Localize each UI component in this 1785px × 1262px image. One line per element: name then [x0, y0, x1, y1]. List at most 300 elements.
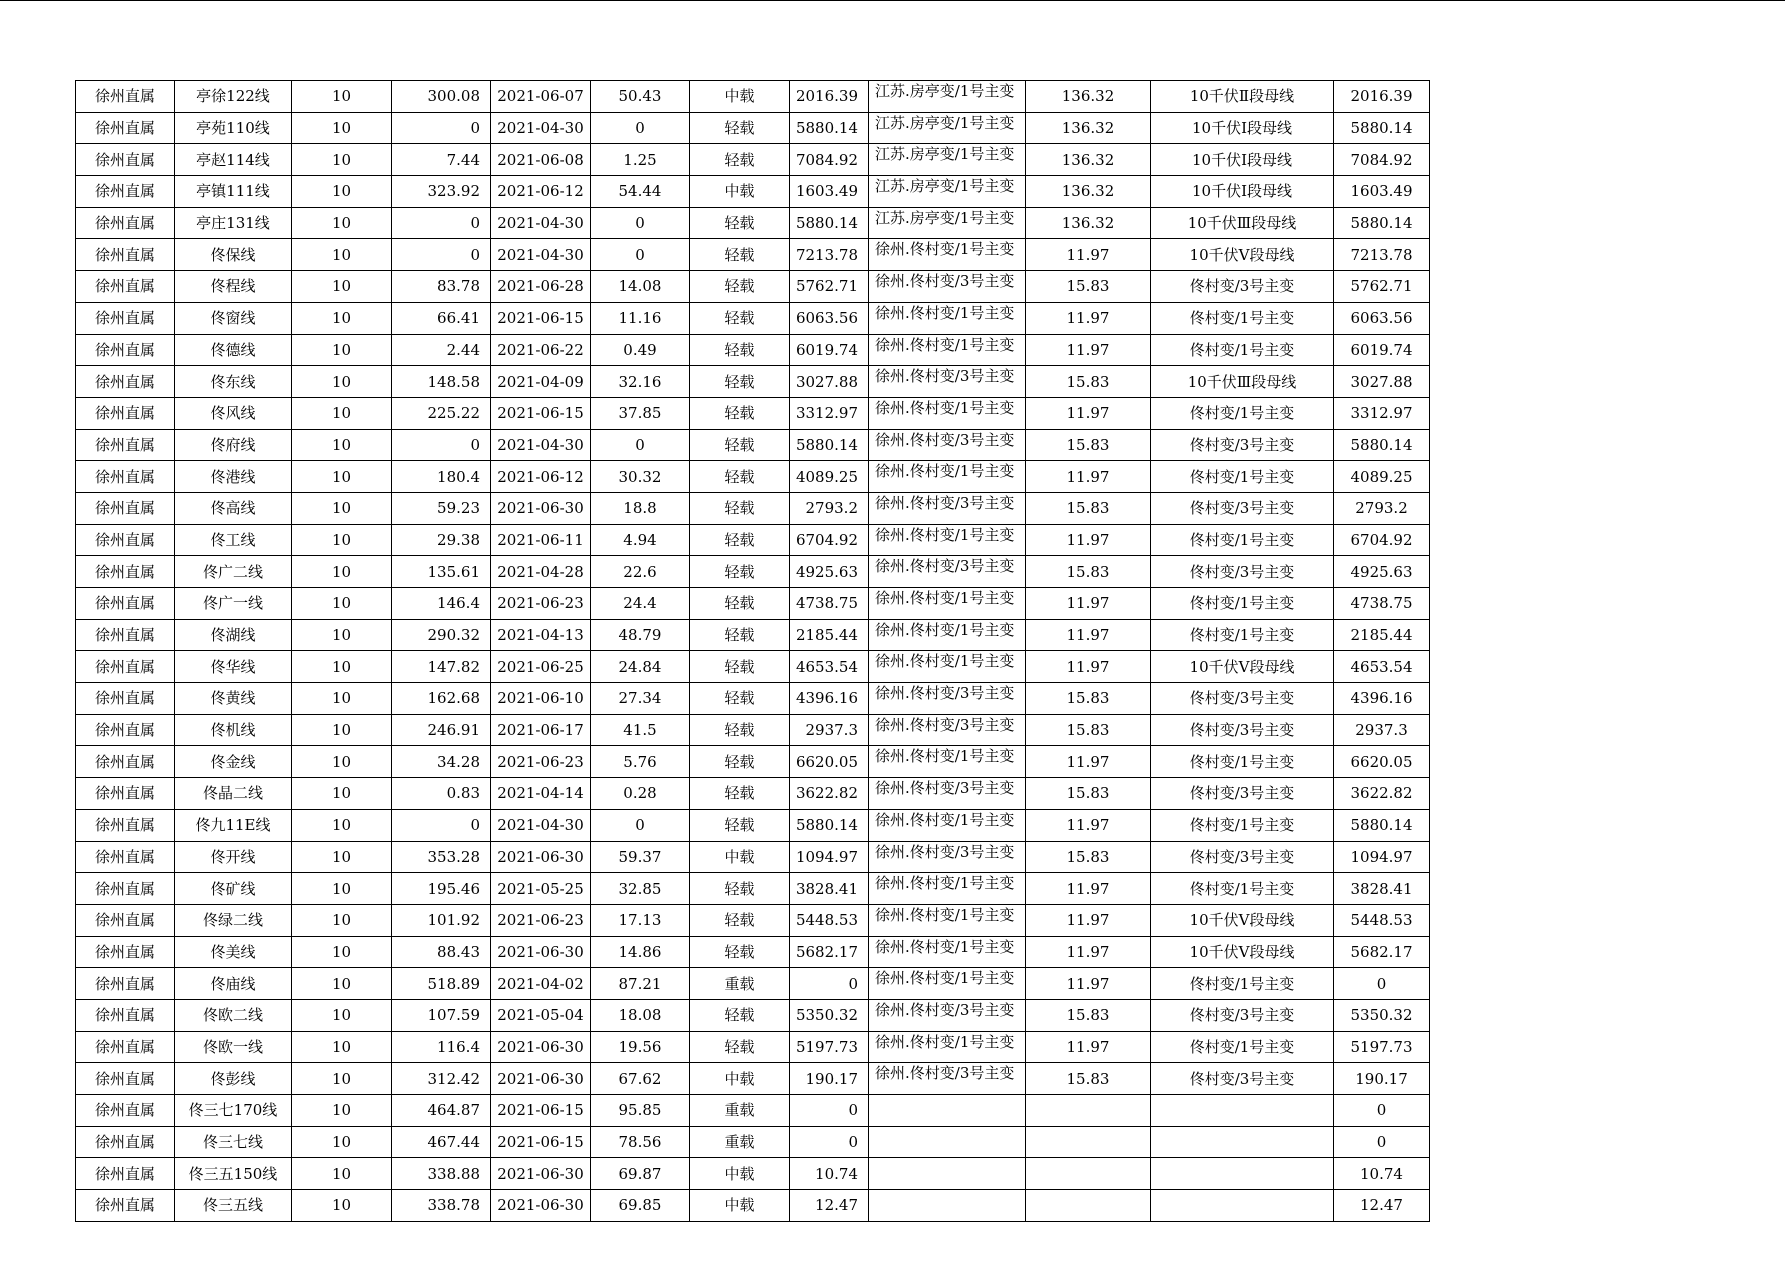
cell-transformer-value: 11.97 [1026, 1031, 1151, 1063]
cell-substation-transformer: 江苏.房亭变/1号主变 [869, 144, 1026, 176]
cell-transformer-value [1026, 1126, 1151, 1158]
cell-transformer-value [1026, 1095, 1151, 1127]
cell-voltage: 10 [292, 936, 392, 968]
cell-current: 88.43 [392, 936, 491, 968]
cell-load-level: 轻载 [690, 271, 790, 303]
cell-remaining-capacity-2: 3027.88 [1334, 366, 1430, 398]
cell-remaining-capacity-2: 3828.41 [1334, 873, 1430, 905]
cell-line-name: 亭赵114线 [175, 144, 292, 176]
cell-transformer-value: 15.83 [1026, 778, 1151, 810]
table-row [76, 873, 1430, 905]
cell-line-name: 亭徐122线 [175, 81, 292, 113]
cell-line-name: 佟窗线 [175, 302, 292, 334]
cell-date: 2021-06-22 [491, 334, 591, 366]
cell-substation-transformer: 徐州.佟村变/1号主变 [869, 746, 1026, 778]
cell-bus-section: 10千伏Ⅴ段母线 [1151, 239, 1334, 271]
cell-bus-section: 佟村变/3号主变 [1151, 714, 1334, 746]
cell-bus-section: 佟村变/3号主变 [1151, 841, 1334, 873]
cell-bus-section: 佟村变/1号主变 [1151, 619, 1334, 651]
cell-substation-transformer: 徐州.佟村变/1号主变 [869, 619, 1026, 651]
cell-transformer-value: 136.32 [1026, 112, 1151, 144]
cell-remaining-capacity-2: 6704.92 [1334, 524, 1430, 556]
cell-remaining-capacity: 4925.63 [790, 556, 869, 588]
cell-load-rate: 4.94 [591, 524, 690, 556]
cell-transformer-value: 11.97 [1026, 968, 1151, 1000]
cell-load-rate: 0.49 [591, 334, 690, 366]
cell-transformer-value: 15.83 [1026, 492, 1151, 524]
cell-bus-section [1151, 1126, 1334, 1158]
cell-remaining-capacity: 0 [790, 968, 869, 1000]
cell-line-name: 佟湖线 [175, 619, 292, 651]
table-row [76, 1158, 1430, 1190]
cell-transformer-value: 11.97 [1026, 619, 1151, 651]
cell-transformer-value: 11.97 [1026, 873, 1151, 905]
cell-date: 2021-06-11 [491, 524, 591, 556]
cell-date: 2021-04-30 [491, 207, 591, 239]
cell-date: 2021-06-25 [491, 651, 591, 683]
cell-company: 徐州直属 [76, 904, 175, 936]
cell-remaining-capacity-2: 7213.78 [1334, 239, 1430, 271]
cell-remaining-capacity: 4653.54 [790, 651, 869, 683]
cell-remaining-capacity: 12.47 [790, 1190, 869, 1222]
table-body [76, 81, 1430, 1222]
cell-line-name: 佟三五150线 [175, 1158, 292, 1190]
table-row [76, 651, 1430, 683]
cell-substation-transformer: 徐州.佟村变/1号主变 [869, 1031, 1026, 1063]
cell-date: 2021-04-30 [491, 112, 591, 144]
cell-bus-section: 佟村变/1号主变 [1151, 334, 1334, 366]
cell-line-name: 佟晶二线 [175, 778, 292, 810]
cell-substation-transformer: 徐州.佟村变/1号主变 [869, 809, 1026, 841]
cell-company: 徐州直属 [76, 968, 175, 1000]
cell-remaining-capacity: 6704.92 [790, 524, 869, 556]
cell-company: 徐州直属 [76, 207, 175, 239]
cell-remaining-capacity-2: 5448.53 [1334, 904, 1430, 936]
cell-load-level: 轻载 [690, 936, 790, 968]
cell-line-name: 佟程线 [175, 271, 292, 303]
cell-remaining-capacity: 5762.71 [790, 271, 869, 303]
cell-company: 徐州直属 [76, 1031, 175, 1063]
cell-voltage: 10 [292, 176, 392, 208]
cell-line-name: 佟三七线 [175, 1126, 292, 1158]
table-row [76, 271, 1430, 303]
cell-load-level: 轻载 [690, 461, 790, 493]
cell-substation-transformer: 江苏.房亭变/1号主变 [869, 207, 1026, 239]
cell-current: 323.92 [392, 176, 491, 208]
cell-current: 29.38 [392, 524, 491, 556]
cell-load-rate: 32.16 [591, 366, 690, 398]
cell-load-level: 轻载 [690, 588, 790, 620]
cell-remaining-capacity: 7213.78 [790, 239, 869, 271]
cell-load-level: 重载 [690, 1126, 790, 1158]
cell-load-rate: 0 [591, 112, 690, 144]
cell-line-name: 佟庙线 [175, 968, 292, 1000]
cell-transformer-value: 11.97 [1026, 904, 1151, 936]
cell-voltage: 10 [292, 144, 392, 176]
cell-line-name: 佟广二线 [175, 556, 292, 588]
cell-substation-transformer: 徐州.佟村变/3号主变 [869, 366, 1026, 398]
cell-transformer-value: 11.97 [1026, 651, 1151, 683]
cell-voltage: 10 [292, 1031, 392, 1063]
cell-date: 2021-06-30 [491, 1063, 591, 1095]
cell-remaining-capacity: 5880.14 [790, 112, 869, 144]
cell-remaining-capacity-2: 3312.97 [1334, 397, 1430, 429]
cell-load-level: 轻载 [690, 904, 790, 936]
cell-load-rate: 1.25 [591, 144, 690, 176]
cell-remaining-capacity: 3312.97 [790, 397, 869, 429]
cell-substation-transformer: 徐州.佟村变/1号主变 [869, 873, 1026, 905]
cell-current: 0 [392, 429, 491, 461]
table-row [76, 778, 1430, 810]
cell-load-level: 轻载 [690, 429, 790, 461]
cell-line-name: 亭苑110线 [175, 112, 292, 144]
cell-load-rate: 0 [591, 809, 690, 841]
cell-company: 徐州直属 [76, 1126, 175, 1158]
cell-load-rate: 14.86 [591, 936, 690, 968]
cell-substation-transformer: 江苏.房亭变/1号主变 [869, 176, 1026, 208]
cell-substation-transformer: 江苏.房亭变/1号主变 [869, 112, 1026, 144]
cell-voltage: 10 [292, 207, 392, 239]
table-row [76, 999, 1430, 1031]
cell-remaining-capacity-2: 3622.82 [1334, 778, 1430, 810]
cell-substation-transformer: 徐州.佟村变/1号主变 [869, 302, 1026, 334]
cell-voltage: 10 [292, 651, 392, 683]
cell-load-level: 中载 [690, 81, 790, 113]
cell-remaining-capacity: 3828.41 [790, 873, 869, 905]
cell-substation-transformer [869, 1126, 1026, 1158]
cell-load-rate: 24.84 [591, 651, 690, 683]
cell-voltage: 10 [292, 429, 392, 461]
cell-current: 338.88 [392, 1158, 491, 1190]
cell-current: 0 [392, 239, 491, 271]
cell-current: 225.22 [392, 397, 491, 429]
cell-remaining-capacity: 4089.25 [790, 461, 869, 493]
table-row [76, 176, 1430, 208]
table-row [76, 334, 1430, 366]
cell-voltage: 10 [292, 619, 392, 651]
cell-bus-section: 佟村变/3号主变 [1151, 492, 1334, 524]
cell-transformer-value: 11.97 [1026, 334, 1151, 366]
table-row [76, 144, 1430, 176]
cell-load-level: 轻载 [690, 1031, 790, 1063]
cell-voltage: 10 [292, 1190, 392, 1222]
cell-transformer-value: 11.97 [1026, 936, 1151, 968]
cell-substation-transformer: 徐州.佟村变/3号主变 [869, 778, 1026, 810]
cell-load-rate: 0 [591, 207, 690, 239]
cell-remaining-capacity: 4738.75 [790, 588, 869, 620]
cell-voltage: 10 [292, 904, 392, 936]
cell-company: 徐州直属 [76, 81, 175, 113]
cell-bus-section: 10千伏Ⅴ段母线 [1151, 651, 1334, 683]
cell-company: 徐州直属 [76, 397, 175, 429]
table-row [76, 588, 1430, 620]
cell-remaining-capacity: 10.74 [790, 1158, 869, 1190]
cell-remaining-capacity-2: 0 [1334, 1095, 1430, 1127]
cell-transformer-value: 15.83 [1026, 271, 1151, 303]
cell-date: 2021-06-15 [491, 397, 591, 429]
cell-load-rate: 18.08 [591, 999, 690, 1031]
cell-date: 2021-06-15 [491, 1126, 591, 1158]
cell-load-rate: 30.32 [591, 461, 690, 493]
cell-bus-section: 佟村变/1号主变 [1151, 1031, 1334, 1063]
cell-load-level: 轻载 [690, 334, 790, 366]
cell-current: 290.32 [392, 619, 491, 651]
cell-remaining-capacity: 1094.97 [790, 841, 869, 873]
cell-bus-section [1151, 1190, 1334, 1222]
cell-remaining-capacity: 5350.32 [790, 999, 869, 1031]
cell-load-level: 中载 [690, 841, 790, 873]
cell-current: 83.78 [392, 271, 491, 303]
table-row [76, 302, 1430, 334]
cell-bus-section: 佟村变/1号主变 [1151, 746, 1334, 778]
cell-load-level: 轻载 [690, 492, 790, 524]
cell-remaining-capacity-2: 10.74 [1334, 1158, 1430, 1190]
cell-load-rate: 87.21 [591, 968, 690, 1000]
cell-date: 2021-06-12 [491, 461, 591, 493]
cell-date: 2021-04-13 [491, 619, 591, 651]
cell-transformer-value: 136.32 [1026, 207, 1151, 239]
cell-company: 徐州直属 [76, 1190, 175, 1222]
cell-date: 2021-05-04 [491, 999, 591, 1031]
table-row [76, 81, 1430, 113]
cell-line-name: 佟彭线 [175, 1063, 292, 1095]
cell-load-level: 轻载 [690, 619, 790, 651]
cell-line-name: 佟东线 [175, 366, 292, 398]
cell-substation-transformer: 徐州.佟村变/3号主变 [869, 683, 1026, 715]
cell-date: 2021-06-23 [491, 588, 591, 620]
table-row [76, 461, 1430, 493]
cell-load-level: 重载 [690, 1095, 790, 1127]
table-row [76, 429, 1430, 461]
table-row [76, 239, 1430, 271]
cell-voltage: 10 [292, 271, 392, 303]
cell-line-name: 佟矿线 [175, 873, 292, 905]
cell-remaining-capacity-2: 7084.92 [1334, 144, 1430, 176]
cell-date: 2021-06-10 [491, 683, 591, 715]
table-row [76, 397, 1430, 429]
cell-line-name: 佟广一线 [175, 588, 292, 620]
cell-bus-section: 佟村变/1号主变 [1151, 968, 1334, 1000]
cell-current: 518.89 [392, 968, 491, 1000]
cell-load-level: 轻载 [690, 207, 790, 239]
cell-bus-section: 佟村变/3号主变 [1151, 429, 1334, 461]
cell-voltage: 10 [292, 999, 392, 1031]
cell-transformer-value: 15.83 [1026, 429, 1151, 461]
cell-load-rate: 22.6 [591, 556, 690, 588]
cell-bus-section [1151, 1158, 1334, 1190]
cell-date: 2021-04-14 [491, 778, 591, 810]
cell-load-level: 轻载 [690, 746, 790, 778]
cell-date: 2021-04-30 [491, 239, 591, 271]
cell-remaining-capacity-2: 2185.44 [1334, 619, 1430, 651]
cell-transformer-value: 15.83 [1026, 714, 1151, 746]
cell-bus-section: 10千伏Ⅲ段母线 [1151, 207, 1334, 239]
cell-load-level: 轻载 [690, 809, 790, 841]
cell-remaining-capacity-2: 0 [1334, 968, 1430, 1000]
cell-load-rate: 59.37 [591, 841, 690, 873]
cell-transformer-value: 136.32 [1026, 144, 1151, 176]
cell-voltage: 10 [292, 524, 392, 556]
cell-current: 195.46 [392, 873, 491, 905]
cell-voltage: 10 [292, 1158, 392, 1190]
cell-voltage: 10 [292, 239, 392, 271]
cell-substation-transformer: 徐州.佟村变/1号主变 [869, 904, 1026, 936]
cell-current: 300.08 [392, 81, 491, 113]
cell-company: 徐州直属 [76, 239, 175, 271]
cell-date: 2021-06-15 [491, 1095, 591, 1127]
cell-line-name: 佟九11E线 [175, 809, 292, 841]
cell-load-rate: 17.13 [591, 904, 690, 936]
cell-current: 34.28 [392, 746, 491, 778]
cell-remaining-capacity: 2937.3 [790, 714, 869, 746]
cell-current: 66.41 [392, 302, 491, 334]
cell-company: 徐州直属 [76, 492, 175, 524]
cell-substation-transformer: 徐州.佟村变/1号主变 [869, 651, 1026, 683]
cell-company: 徐州直属 [76, 176, 175, 208]
cell-bus-section: 佟村变/1号主变 [1151, 302, 1334, 334]
cell-bus-section: 10千伏Ⅰ段母线 [1151, 144, 1334, 176]
cell-line-name: 佟三五线 [175, 1190, 292, 1222]
cell-substation-transformer: 徐州.佟村变/3号主变 [869, 271, 1026, 303]
cell-load-rate: 11.16 [591, 302, 690, 334]
cell-remaining-capacity-2: 5350.32 [1334, 999, 1430, 1031]
cell-voltage: 10 [292, 588, 392, 620]
table-row [76, 1031, 1430, 1063]
cell-remaining-capacity: 1603.49 [790, 176, 869, 208]
cell-load-rate: 95.85 [591, 1095, 690, 1127]
cell-line-name: 佟港线 [175, 461, 292, 493]
table-row [76, 904, 1430, 936]
cell-transformer-value: 15.83 [1026, 841, 1151, 873]
cell-current: 180.4 [392, 461, 491, 493]
cell-substation-transformer: 徐州.佟村变/1号主变 [869, 397, 1026, 429]
cell-company: 徐州直属 [76, 556, 175, 588]
cell-date: 2021-05-25 [491, 873, 591, 905]
cell-current: 101.92 [392, 904, 491, 936]
cell-bus-section: 佟村变/1号主变 [1151, 524, 1334, 556]
table-row [76, 936, 1430, 968]
cell-transformer-value: 15.83 [1026, 556, 1151, 588]
cell-load-rate: 0 [591, 239, 690, 271]
cell-line-name: 佟工线 [175, 524, 292, 556]
cell-substation-transformer: 徐州.佟村变/3号主变 [869, 1063, 1026, 1095]
cell-date: 2021-06-30 [491, 841, 591, 873]
cell-substation-transformer [869, 1158, 1026, 1190]
table-row [76, 492, 1430, 524]
cell-substation-transformer [869, 1190, 1026, 1222]
cell-remaining-capacity-2: 6019.74 [1334, 334, 1430, 366]
cell-company: 徐州直属 [76, 683, 175, 715]
cell-remaining-capacity-2: 5880.14 [1334, 809, 1430, 841]
cell-date: 2021-06-30 [491, 936, 591, 968]
cell-transformer-value: 136.32 [1026, 176, 1151, 208]
cell-company: 徐州直属 [76, 999, 175, 1031]
cell-remaining-capacity-2: 5880.14 [1334, 207, 1430, 239]
cell-transformer-value: 15.83 [1026, 366, 1151, 398]
cell-current: 146.4 [392, 588, 491, 620]
cell-load-level: 轻载 [690, 714, 790, 746]
cell-company: 徐州直属 [76, 1063, 175, 1095]
cell-load-level: 中载 [690, 176, 790, 208]
cell-date: 2021-06-08 [491, 144, 591, 176]
cell-transformer-value: 11.97 [1026, 461, 1151, 493]
cell-remaining-capacity-2: 6063.56 [1334, 302, 1430, 334]
cell-remaining-capacity: 5197.73 [790, 1031, 869, 1063]
cell-date: 2021-06-17 [491, 714, 591, 746]
cell-line-name: 佟欧一线 [175, 1031, 292, 1063]
table-row [76, 968, 1430, 1000]
cell-voltage: 10 [292, 968, 392, 1000]
cell-remaining-capacity-2: 2937.3 [1334, 714, 1430, 746]
cell-date: 2021-04-30 [491, 429, 591, 461]
cell-remaining-capacity: 2016.39 [790, 81, 869, 113]
cell-voltage: 10 [292, 809, 392, 841]
cell-voltage: 10 [292, 714, 392, 746]
cell-company: 徐州直属 [76, 334, 175, 366]
cell-bus-section: 佟村变/3号主变 [1151, 271, 1334, 303]
cell-bus-section: 10千伏Ⅴ段母线 [1151, 904, 1334, 936]
cell-bus-section: 10千伏Ⅲ段母线 [1151, 366, 1334, 398]
cell-transformer-value: 15.83 [1026, 683, 1151, 715]
cell-line-name: 佟绿二线 [175, 904, 292, 936]
cell-transformer-value: 11.97 [1026, 588, 1151, 620]
cell-date: 2021-04-02 [491, 968, 591, 1000]
cell-line-name: 佟保线 [175, 239, 292, 271]
cell-remaining-capacity-2: 5880.14 [1334, 112, 1430, 144]
cell-voltage: 10 [292, 461, 392, 493]
cell-line-name: 亭庄131线 [175, 207, 292, 239]
cell-load-rate: 69.87 [591, 1158, 690, 1190]
cell-voltage: 10 [292, 556, 392, 588]
cell-line-name: 佟三七170线 [175, 1095, 292, 1127]
cell-line-name: 佟德线 [175, 334, 292, 366]
cell-transformer-value [1026, 1190, 1151, 1222]
cell-current: 162.68 [392, 683, 491, 715]
cell-company: 徐州直属 [76, 873, 175, 905]
cell-company: 徐州直属 [76, 651, 175, 683]
cell-company: 徐州直属 [76, 778, 175, 810]
cell-date: 2021-04-30 [491, 809, 591, 841]
cell-substation-transformer: 徐州.佟村变/1号主变 [869, 588, 1026, 620]
cell-current: 312.42 [392, 1063, 491, 1095]
cell-line-name: 佟美线 [175, 936, 292, 968]
cell-substation-transformer [869, 1095, 1026, 1127]
cell-load-rate: 24.4 [591, 588, 690, 620]
cell-load-rate: 0.28 [591, 778, 690, 810]
cell-company: 徐州直属 [76, 429, 175, 461]
cell-voltage: 10 [292, 366, 392, 398]
cell-date: 2021-04-09 [491, 366, 591, 398]
cell-voltage: 10 [292, 1095, 392, 1127]
cell-current: 2.44 [392, 334, 491, 366]
table-row [76, 556, 1430, 588]
cell-remaining-capacity-2: 4738.75 [1334, 588, 1430, 620]
cell-substation-transformer: 徐州.佟村变/3号主变 [869, 429, 1026, 461]
cell-bus-section: 佟村变/1号主变 [1151, 873, 1334, 905]
cell-remaining-capacity: 6063.56 [790, 302, 869, 334]
cell-bus-section: 佟村变/1号主变 [1151, 397, 1334, 429]
cell-remaining-capacity-2: 5762.71 [1334, 271, 1430, 303]
cell-date: 2021-06-30 [491, 1190, 591, 1222]
cell-company: 徐州直属 [76, 144, 175, 176]
cell-load-rate: 27.34 [591, 683, 690, 715]
cell-remaining-capacity-2: 12.47 [1334, 1190, 1430, 1222]
cell-remaining-capacity-2: 190.17 [1334, 1063, 1430, 1095]
cell-load-level: 轻载 [690, 302, 790, 334]
cell-remaining-capacity-2: 0 [1334, 1126, 1430, 1158]
cell-remaining-capacity: 190.17 [790, 1063, 869, 1095]
cell-load-rate: 18.8 [591, 492, 690, 524]
